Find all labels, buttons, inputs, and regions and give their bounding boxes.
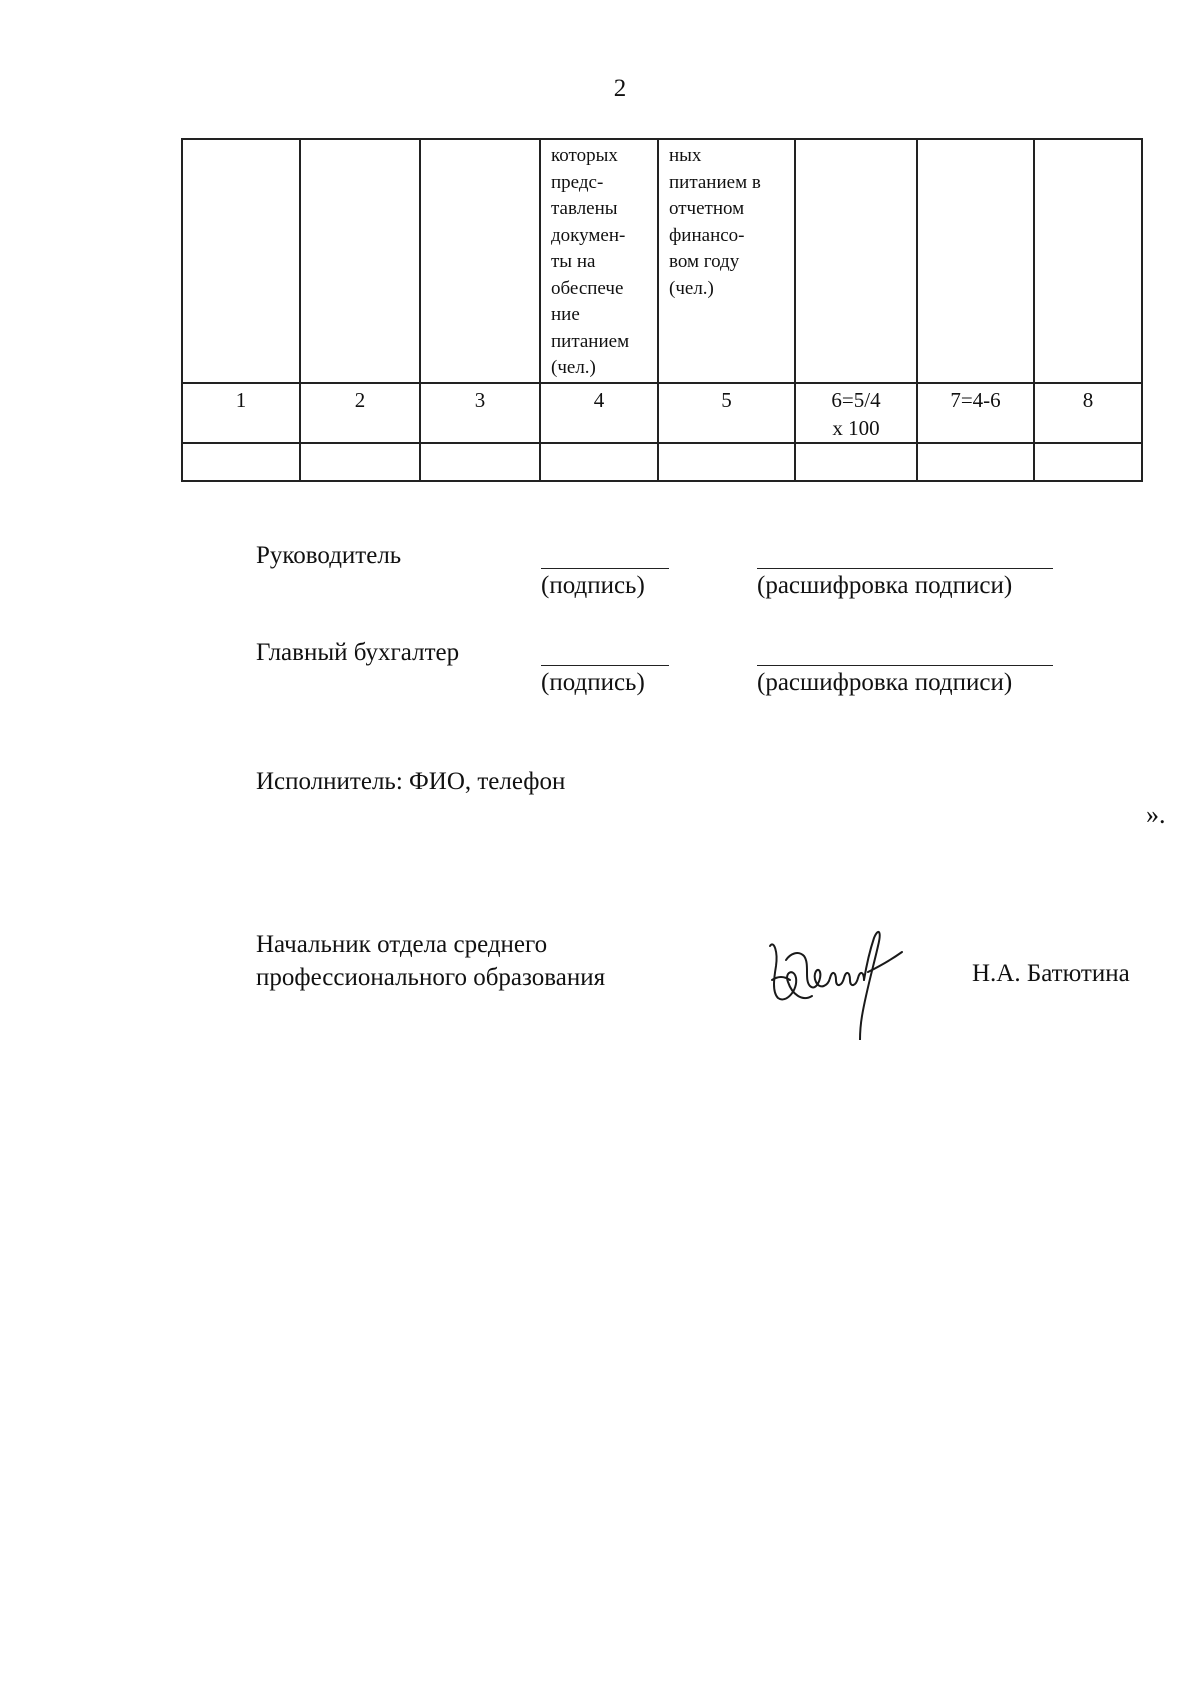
closing-quote: ». xyxy=(1146,800,1166,829)
table-cell xyxy=(300,443,420,481)
executor-line: Исполнитель: ФИО, телефон xyxy=(256,768,566,795)
column-number-7: 7=4-6 xyxy=(917,383,1034,443)
table-header-row xyxy=(182,139,1142,383)
head-sign-caption: (подпись) xyxy=(541,572,645,599)
table-cell xyxy=(658,443,795,481)
accountant-sign-caption: (подпись) xyxy=(541,669,645,696)
table-cell xyxy=(420,443,540,481)
accountant-decode-line xyxy=(757,665,1053,666)
column-number-8: 8 xyxy=(1034,383,1142,443)
header-cell-4: которых предс- тавлены докумен- ты на обеспече ние питанием (чел.) xyxy=(540,139,658,383)
header-cell-8 xyxy=(1034,139,1142,383)
column-number-4: 4 xyxy=(540,383,658,443)
column-number-row xyxy=(182,383,1142,443)
report-table xyxy=(181,138,1143,482)
header-cell-6 xyxy=(795,139,917,383)
header-cell-7 xyxy=(917,139,1034,383)
accountant-signature-line xyxy=(541,665,669,666)
chief-position: Начальник отдела среднего профессионального образования xyxy=(256,931,606,991)
table-row xyxy=(182,443,1142,481)
table-cell xyxy=(917,443,1034,481)
table-cell xyxy=(1034,443,1142,481)
column-number-6: 6=5/4 х 100 xyxy=(795,383,917,443)
header-cell-3 xyxy=(420,139,540,383)
table-cell xyxy=(795,443,917,481)
head-decode-caption: (расшифровка подписи) xyxy=(757,572,1013,599)
header-cell-2 xyxy=(300,139,420,383)
column-number-3: 3 xyxy=(420,383,540,443)
handwritten-signature xyxy=(764,920,924,1040)
page-number: 2 xyxy=(613,75,627,102)
column-number-2: 2 xyxy=(300,383,420,443)
table-cell xyxy=(182,443,300,481)
chief-name: Н.А. Батютина xyxy=(972,960,1130,987)
head-label: Руководитель xyxy=(256,542,402,569)
accountant-decode-caption: (расшифровка подписи) xyxy=(757,669,1013,696)
column-number-5: 5 xyxy=(658,383,795,443)
header-cell-1 xyxy=(182,139,300,383)
accountant-label: Главный бухгалтер xyxy=(256,639,460,666)
head-signature-line xyxy=(541,568,669,569)
table-cell xyxy=(540,443,658,481)
header-cell-5: ных питанием в отчетном финансо- вом году (чел.) xyxy=(658,139,795,383)
column-number-1: 1 xyxy=(182,383,300,443)
head-decode-line xyxy=(757,568,1053,569)
